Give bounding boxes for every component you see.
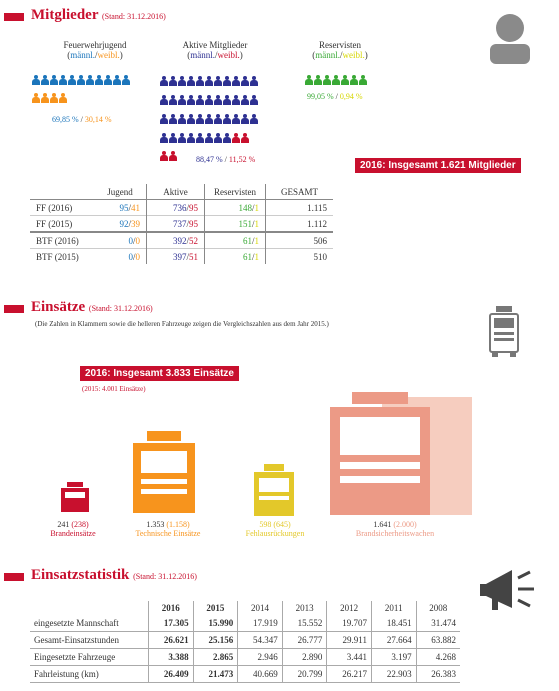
female-label: weibl. <box>342 50 365 60</box>
table-header-row <box>30 601 460 615</box>
cell: 3.388 <box>149 649 194 666</box>
cat-prev: (2.000) <box>393 520 417 529</box>
row-label: Gesamt-Einsatzstunden <box>30 632 149 649</box>
separator: / <box>214 50 218 60</box>
cell: 31.474 <box>416 615 460 632</box>
table-row: BTF (2016) 0/0 392/52 61/1 506 <box>30 232 333 249</box>
cell: 397 <box>172 251 187 262</box>
cell: 15.552 <box>282 615 327 632</box>
cell: 736 <box>172 202 187 213</box>
pictogram-male-aktive <box>160 72 270 148</box>
col-header: GESAMT <box>266 184 334 200</box>
cell: 61 <box>242 251 252 262</box>
pct-aktive: 88,47 % / 11,52 % <box>196 155 256 164</box>
pct-male: 88,47 % <box>196 155 223 164</box>
group-name: Aktive Mitglieder <box>182 40 248 50</box>
cell: 2.946 <box>238 649 283 666</box>
cell: 1 <box>254 218 259 229</box>
cell: 26.777 <box>282 632 327 649</box>
cell: 51 <box>189 251 198 262</box>
pct-reservisten: 99,05 % / 0,94 % <box>307 92 363 101</box>
cat-prev: (238) <box>71 520 89 529</box>
cell: 27.664 <box>371 632 416 649</box>
cat-label: Technische Einsätze <box>135 529 201 538</box>
cell: 1.112 <box>266 216 334 233</box>
pct-female: 0,94 % <box>339 92 363 101</box>
cell: 18.451 <box>371 615 416 632</box>
table-row: FF (2015) 92/39 737/95 151/1 1.112 <box>30 216 333 233</box>
pictogram-male-reservisten <box>305 72 385 90</box>
cell: 17.305 <box>149 615 194 632</box>
members-stand: (Stand: 31.12.2016) <box>101 12 166 21</box>
cell: 20.799 <box>282 666 327 683</box>
cell: 26.383 <box>416 666 460 683</box>
cell: 54.347 <box>238 632 283 649</box>
cell: 2.865 <box>193 649 238 666</box>
table-row: BTF (2015) 0/0 397/51 61/1 510 <box>30 249 333 265</box>
table-row <box>30 666 460 683</box>
truck-fehl <box>248 460 300 518</box>
cell: 40.669 <box>238 666 283 683</box>
separator: / <box>339 50 343 60</box>
cell: 29.911 <box>327 632 372 649</box>
cell: 4.268 <box>416 649 460 666</box>
female-label: weibl. <box>217 50 240 60</box>
row-label: eingesetzte Mannschaft <box>30 615 149 632</box>
separator: / <box>94 50 98 60</box>
cell: 2.890 <box>282 649 327 666</box>
statistik-title <box>31 567 197 584</box>
cell: 95 <box>119 202 129 213</box>
cell: 95 <box>189 202 198 213</box>
pictogram-female-aktive <box>160 148 200 166</box>
section-marker <box>4 305 24 313</box>
cell: 95 <box>189 218 198 229</box>
einsaetze-title <box>31 299 153 316</box>
cat-prev: (645) <box>273 520 291 529</box>
table-row <box>30 649 460 666</box>
truck-wachen <box>322 372 482 517</box>
pictogram-male-jugend <box>32 72 142 90</box>
row-label: BTF (2015) <box>36 251 79 262</box>
cat-label: Fehlausrückungen <box>245 529 305 538</box>
statistik-title-text: Einsatzstatistik <box>31 567 130 583</box>
person-icon <box>484 8 536 64</box>
cell: 17.919 <box>238 615 283 632</box>
section-marker <box>4 573 24 581</box>
statistik-stand: (Stand: 31.12.2016) <box>133 572 197 581</box>
group-aktive: Aktive Mitglieder (männl./weibl.) <box>160 40 270 60</box>
cell: 0 <box>135 251 140 262</box>
einsaetze-total-badge: 2016: Insgesamt 3.833 Einsätze <box>80 366 239 381</box>
pictogram-female-jugend <box>32 90 92 108</box>
cat-brand <box>38 520 108 538</box>
cell: 92 <box>119 218 129 229</box>
einsaetze-stand: (Stand: 31.12.2016) <box>88 304 153 313</box>
table-row <box>30 632 460 649</box>
cat-value: 241 <box>57 520 70 529</box>
cell: 0 <box>128 235 133 246</box>
cat-value: 1.641 <box>373 520 392 529</box>
cell: 63.882 <box>416 632 460 649</box>
cell: 510 <box>266 249 334 265</box>
cell: 61 <box>242 235 252 246</box>
row-label: FF (2016) <box>36 202 73 213</box>
row-label: Eingesetzte Fahrzeuge <box>30 649 149 666</box>
section-marker <box>4 13 24 21</box>
cell: 1 <box>254 202 259 213</box>
cell: 41 <box>131 202 140 213</box>
cell: 19.707 <box>327 615 372 632</box>
cell: 151 <box>238 218 252 229</box>
cell: 392 <box>172 235 187 246</box>
male-label: männl. <box>70 50 95 60</box>
table-row <box>30 615 460 632</box>
col-header: 2008 <box>416 601 460 615</box>
col-header: 2016 <box>149 601 194 615</box>
cell: 0 <box>135 235 140 246</box>
cell: 21.473 <box>193 666 238 683</box>
members-table <box>30 184 333 264</box>
cell: 52 <box>189 235 198 246</box>
statistik-table <box>30 601 460 683</box>
pct-male: 69,85 % <box>52 115 79 124</box>
col-header: 2013 <box>282 601 327 615</box>
cell: 26.621 <box>149 632 194 649</box>
cell: 26.409 <box>149 666 194 683</box>
cat-label: Brandsicherheitswachen <box>355 529 435 538</box>
col-header: 2012 <box>327 601 372 615</box>
cell: 3.441 <box>327 649 372 666</box>
cat-fehl <box>230 520 320 538</box>
group-name: Reservisten <box>319 40 361 50</box>
cell: 1 <box>254 235 259 246</box>
einsaetze-title-text: Einsätze <box>31 299 86 315</box>
megaphone-icon <box>478 566 538 616</box>
truck-brand <box>55 482 95 516</box>
cell: 39 <box>131 218 140 229</box>
cell: 26.217 <box>327 666 372 683</box>
cat-value: 598 <box>259 520 272 529</box>
members-title-text: Mitglieder <box>31 7 99 23</box>
pct-jugend: 69,85 % / 30,14 % <box>52 115 112 124</box>
group-jugend: Feuerwehrjugend (männl./weibl.) <box>40 40 150 60</box>
female-label: weibl. <box>97 50 120 60</box>
col-header: 2014 <box>238 601 283 615</box>
cell: 22.903 <box>371 666 416 683</box>
group-reservisten: Reservisten (männl./weibl.) <box>285 40 395 60</box>
cell: 25.156 <box>193 632 238 649</box>
cat-value: 1.353 <box>146 520 165 529</box>
cell: 148 <box>238 202 252 213</box>
male-label: männl. <box>190 50 215 60</box>
row-label: FF (2015) <box>36 218 73 229</box>
firetruck-icon <box>484 300 524 358</box>
col-header: 2011 <box>371 601 416 615</box>
row-label: BTF (2016) <box>36 235 79 246</box>
cell: 737 <box>172 218 187 229</box>
cat-wachen <box>340 520 450 538</box>
cell: 0 <box>128 251 133 262</box>
einsaetze-prev: (2015: 4.001 Einsätze) <box>82 385 146 393</box>
table-header-row <box>30 184 333 200</box>
male-label: männl. <box>315 50 340 60</box>
group-name: Feuerwehrjugend <box>63 40 127 50</box>
cell: 15.990 <box>193 615 238 632</box>
cell: 1.115 <box>266 200 334 216</box>
table-row: FF (2016) 95/41 736/95 148/1 1.115 <box>30 200 333 216</box>
col-header: 2015 <box>193 601 238 615</box>
col-header: Jugend <box>107 186 133 197</box>
row-label: Fahrleistung (km) <box>30 666 149 683</box>
members-total-badge: 2016: Insgesamt 1.621 Mitglieder <box>355 158 521 173</box>
col-header: Aktive <box>147 184 205 200</box>
cat-prev: (1.158) <box>166 520 190 529</box>
col-header: Reservisten <box>205 184 266 200</box>
pct-male: 99,05 % <box>307 92 334 101</box>
truck-technisch <box>125 425 205 517</box>
cell: 1 <box>254 251 259 262</box>
pct-female: 11,52 % <box>228 155 256 164</box>
cell: 3.197 <box>371 649 416 666</box>
cat-technisch <box>118 520 218 538</box>
einsaetze-note: (Die Zahlen in Klammern sowie die helleren Fahrzeuge zeigen die Vergleichszahlen aus dem Jahr 2015.) <box>35 320 329 328</box>
members-title <box>31 7 166 24</box>
cell: 506 <box>266 232 334 249</box>
pct-female: 30,14 % <box>84 115 112 124</box>
cat-label: Brandeinsätze <box>50 529 96 538</box>
